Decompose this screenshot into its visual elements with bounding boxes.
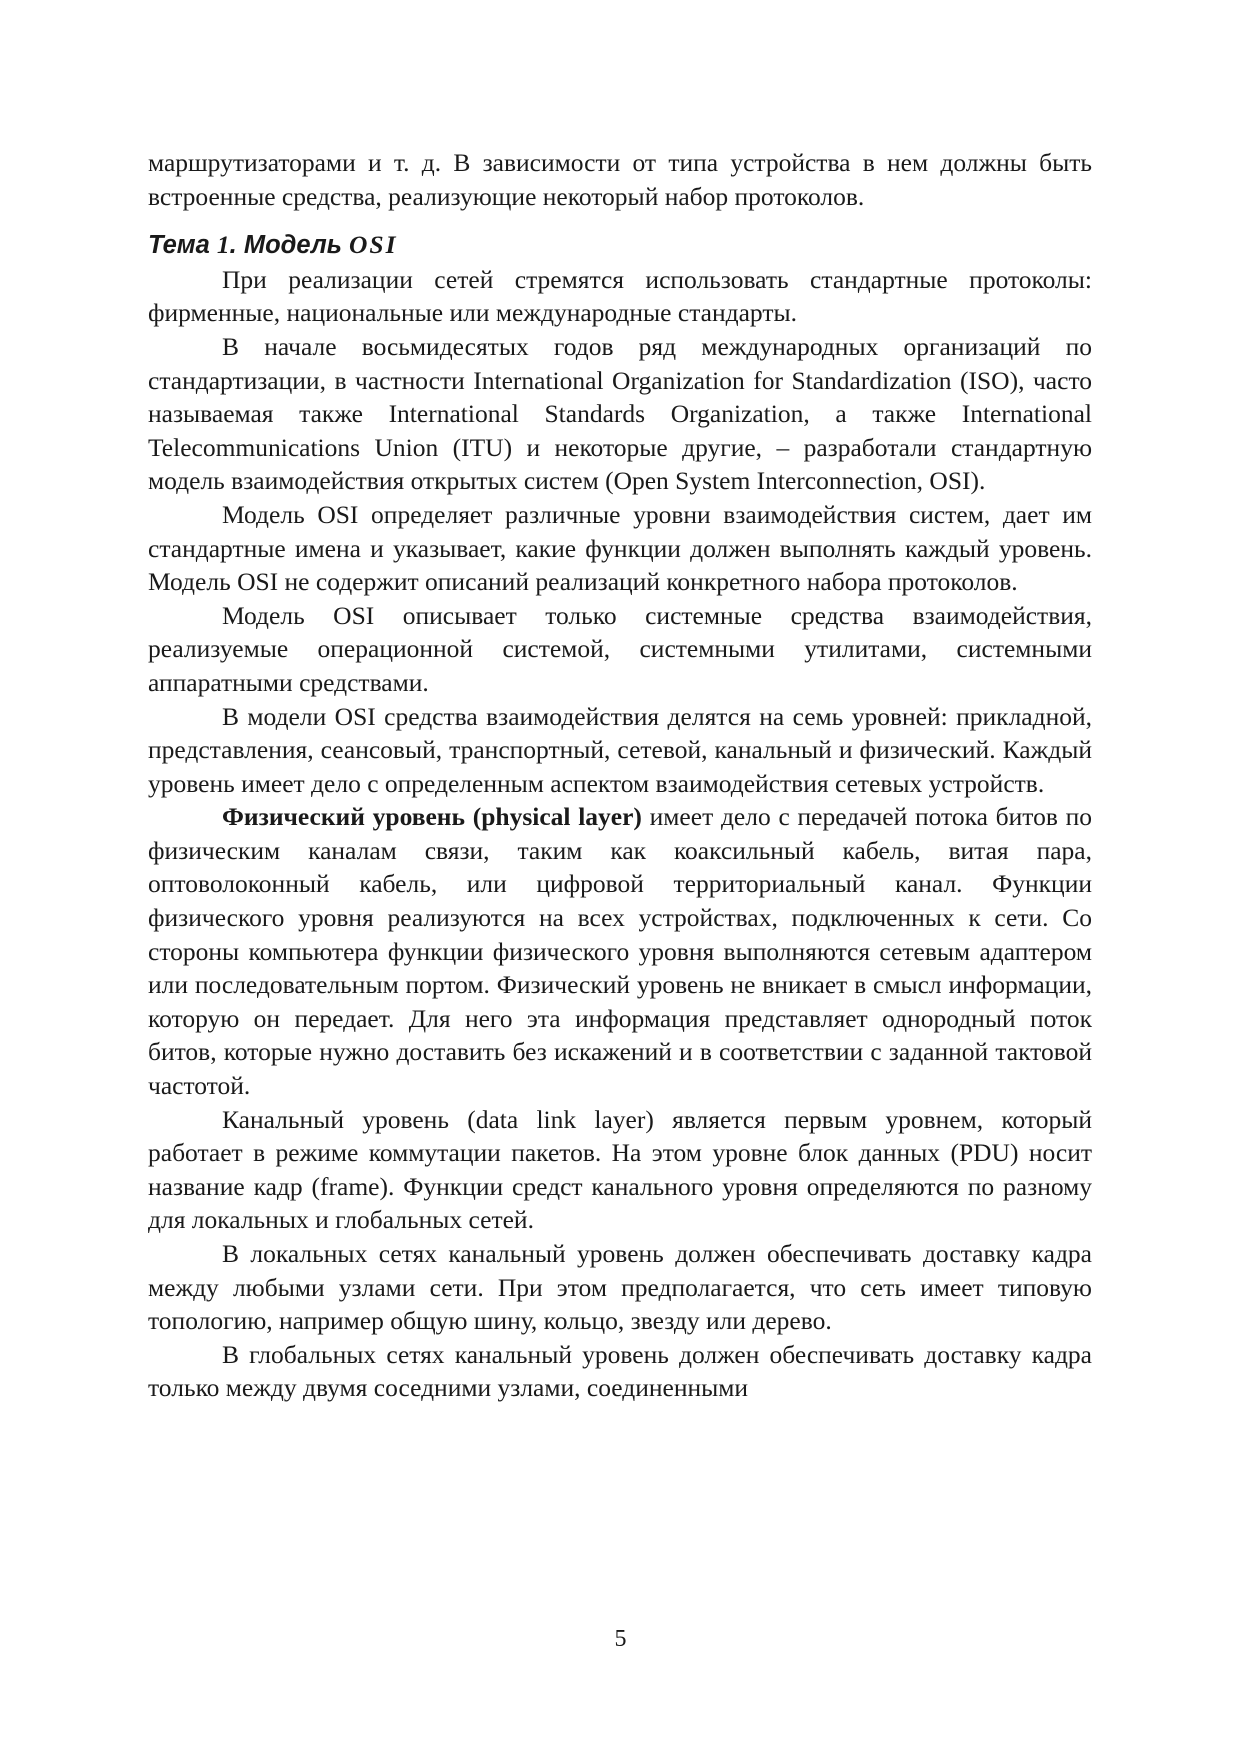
physical-layer-term: Физический уровень (physical layer) — [222, 802, 642, 832]
paragraph-standards: При реализации сетей стремятся использовать стандартные протоколы: фирменные, национальные или международные стандарты. — [148, 264, 1092, 328]
paragraph-seven-layers: В модели OSI средства взаимодействия делятся на семь уровней: прикладной, представления, сеансовый, транспортный, сетевой, канальный и физический. Каждый уровень имеет дело с определенным аспектом взаимодействия сетевых устройств. — [148, 701, 1092, 798]
heading-acronym: OSI — [349, 230, 398, 260]
physical-layer-text: имеет дело с передачей потока битов по физическим каналам связи, таким как коаксильный кабель, витая пара, оптоволоконный кабель, или цифровой территориальный канал. Функции физического уровня реализуются на всех устройствах, подключенных к сети. Со стороны компьютера функции физического уровня выполняются сетевым адаптером или последовательным портом. Физический уровень не вникает в смысл информации, которую он передает. Для него эта информация представляет однородный поток битов, которые нужно доставить без искажений и в соответствии с заданной тактовой частотой. — [148, 802, 1092, 1101]
paragraph-osi-defines: Модель OSI определяет различные уровни взаимодействия систем, дает им стандартные имена и указывает, какие функции должен выполнять каждый уровень. Модель OSI не содержит описаний реализаций конкретного набора протоколов. — [148, 499, 1092, 597]
paragraph-local-networks: В локальных сетях канальный уровень должен обеспечивать доставку кадра между любыми узлами сети. При этом предполагается, что сеть имеет типовую топологию, например общую шину, кольцо, звезду или дерево. — [148, 1239, 1092, 1336]
intro-paragraph: маршрутизаторами и т. д. В зависимости от типа устройства в нем должны быть встроенные средства, реализующие некоторый набор протоколов. — [148, 148, 1092, 211]
section-heading — [148, 228, 1092, 263]
heading-prefix: Тема — [148, 231, 217, 260]
paragraph-data-link-layer: Канальный уровень (data link layer) является первым уровнем, который работает в режиме коммутации пакетов. На этом уровне блок данных (PDU) носит название кадр (frame). Функции средст канального уровня определяются по разному для локальных и глобальных сетей. — [148, 1104, 1092, 1235]
heading-middle: . Модель — [229, 231, 350, 260]
paragraph-osi-describes: Модель OSI описывает только системные средства взаимодействия, реализуемые операционной системой, системными утилитами, системными аппаратными средствами. — [148, 600, 1092, 697]
heading-number: 1 — [216, 230, 230, 260]
paragraph-organizations: В начале восьмидесятых годов ряд международных организаций по стандартизации, в частности International Organization for Standardization (ISO), часто называемая также International Standards Organization, а также International Telecommunications Union (ITU) и некоторые другие, – разработали стандартную модель взаимодействия открытых систем (Open System Interconnection, OSI). — [148, 331, 1092, 496]
paragraph-physical-layer — [148, 800, 1092, 1102]
page-body — [148, 146, 1092, 1405]
page-number: 5 — [614, 1626, 627, 1652]
paragraph-global-networks: В глобальных сетях канальный уровень должен обеспечивать доставку кадра только между двумя соседними узлами, соединенными — [148, 1339, 1092, 1403]
